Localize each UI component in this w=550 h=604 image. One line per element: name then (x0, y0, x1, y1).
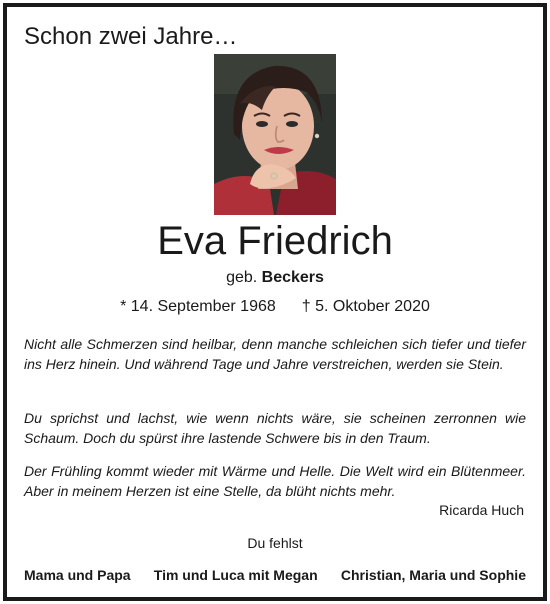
maiden-name-line (0, 268, 550, 288)
poem-stanza: Du sprichst und lachst, wie wenn nichts wäre, sie scheinen zerronnen wie Schaum. Doch du spürst ihre lastende Schwere bis in den Traum. (24, 410, 526, 446)
mourner-group: Mama und Papa (24, 567, 131, 583)
birth-date: * 14. September 1968 (120, 298, 276, 315)
portrait-photo (214, 54, 336, 215)
death-date: † 5. Oktober 2020 (301, 298, 430, 315)
poem-stanza: Nicht alle Schmerzen sind heilbar, denn manche schleichen sich tiefer und tiefer ins Herz hinein. Und während Tage und Jahre verstreichen, werden sie Stein. (24, 336, 526, 372)
maiden-name: Beckers (261, 269, 324, 286)
poem-stanza: Der Frühling kommt wieder mit Wärme und Helle. Die Welt wird ein Blütenmeer. Aber in meinem Herzen ist eine Stelle, da blüht nichts mehr. (24, 463, 526, 499)
mourners-list (24, 566, 526, 584)
poem-author: Ricarda Huch (439, 502, 524, 518)
maiden-prefix: geb. (226, 269, 258, 286)
mourner-group: Tim und Luca mit Megan (153, 567, 318, 583)
deceased-name: Eva Friedrich (157, 219, 393, 263)
life-dates (0, 296, 550, 318)
mourner-group: Christian, Maria und Sophie (340, 567, 526, 583)
notice-heading: Schon zwei Jahre… (24, 23, 238, 50)
closing-phrase: Du fehlst (247, 535, 303, 551)
